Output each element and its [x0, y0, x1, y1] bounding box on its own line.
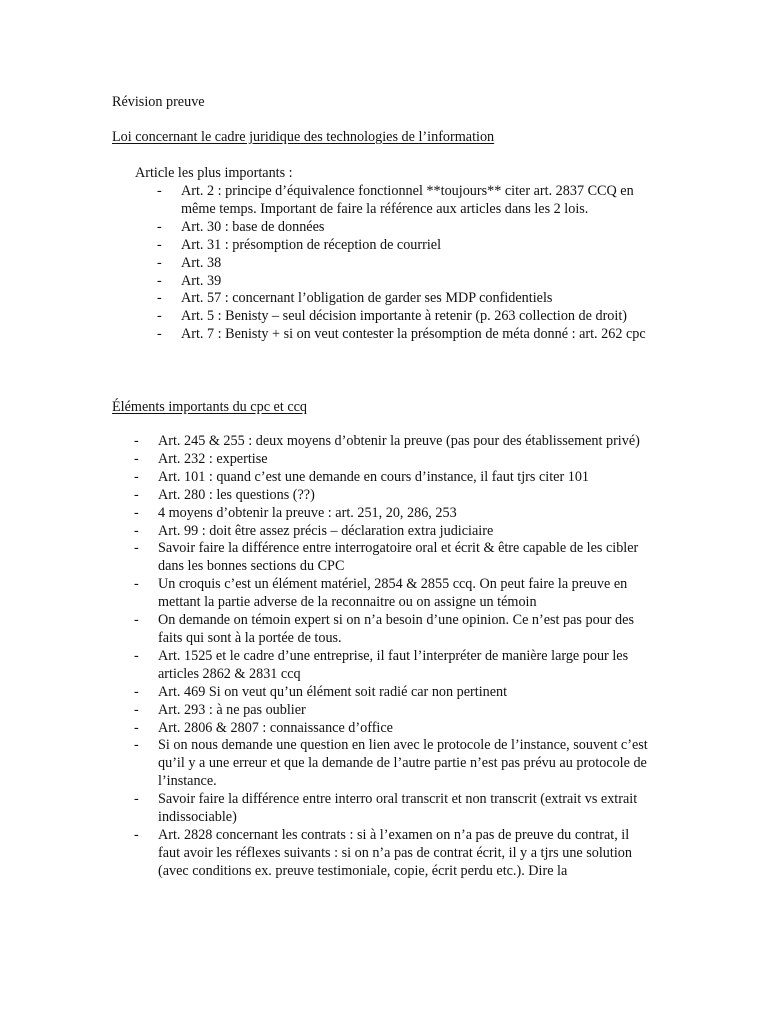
list-item [134, 468, 654, 487]
article-list [157, 183, 671, 344]
list-item [157, 290, 671, 308]
list-item-text: Si on nous demande une question en lien avec le protocole de l’instance, souvent c’est qu’il y a une erreur et que la demande de l’autre partie n’est pas prévu au protocole de l’instance. [158, 737, 648, 790]
dash-bullet: - [157, 254, 162, 271]
list-item-text: Art. 293 : à ne pas oublier [158, 701, 306, 718]
list-item-text: Art. 39 [181, 272, 222, 289]
elements-list [134, 433, 654, 881]
list-item [157, 218, 671, 237]
list-item [157, 308, 671, 326]
list-item [134, 612, 654, 648]
list-item-text: Savoir faire la différence entre interrogatoire oral et écrit & être capable de les cibler dans les bonnes sections du CPC [158, 540, 639, 575]
list-item-text: Art. 30 : base de données [181, 218, 325, 235]
list-item-text: Art. 2 : principe d’équivalence fonctionnel **toujours** citer art. 2837 CCQ en même temps. Important de faire la référence aux articles dans les 2 lois. [181, 183, 634, 217]
dash-bullet: - [134, 791, 139, 808]
dash-bullet: - [134, 486, 139, 503]
dash-bullet: - [157, 326, 162, 343]
dash-bullet: - [134, 719, 139, 736]
list-item-text: Art. 7 : Benisty + si on veut contester la présomption de méta donné : art. 262 cpc [181, 326, 646, 343]
list-item-text: Art. 280 : les questions (??) [158, 486, 315, 503]
list-item-text: Art. 99 : doit être assez précis – déclaration extra judiciaire [158, 522, 494, 539]
dash-bullet: - [157, 308, 162, 325]
list-item [134, 540, 654, 576]
list-item [134, 826, 654, 881]
dash-bullet: - [157, 290, 162, 307]
list-item [134, 719, 654, 738]
dash-bullet: - [134, 504, 139, 521]
list-item-text: Art. 57 : concernant l’obligation de garder ses MDP confidentiels [181, 290, 553, 307]
list-item-text: Art. 1525 et le cadre d’une entreprise, il faut l’interpréter de manière large pour les articles 2862 & 2831 ccq [158, 647, 629, 682]
dash-bullet: - [157, 272, 162, 289]
list-item [134, 791, 654, 827]
list-item-text: Art. 31 : présomption de réception de courriel [181, 236, 442, 253]
list-item [134, 683, 654, 702]
list-item-text: Savoir faire la différence entre interro oral transcrit et non transcrit (extrait vs extrait indissociable) [158, 791, 638, 826]
dash-bullet: - [134, 540, 139, 557]
dash-bullet: - [134, 701, 139, 718]
section-heading-elements: Éléments importants du cpc et ccq [112, 399, 308, 415]
list-item-text: Art. 232 : expertise [158, 450, 268, 467]
list-item-text: On demande on témoin expert si on n’a besoin d’une opinion. Ce n’est pas pour des faits qui sont à la portée de tous. [158, 612, 634, 646]
dash-bullet: - [134, 433, 139, 449]
document-title: Révision preuve [112, 94, 205, 110]
list-item [134, 433, 654, 451]
list-item [134, 450, 654, 469]
list-item [134, 701, 654, 720]
list-item-text: Art. 101 : quand c’est une demande en cours d’instance, il faut tjrs citer 101 [158, 468, 590, 485]
list-item-text: Art. 2828 concernant les contrats : si à l’examen on n’a pas de preuve du contrat, il faut avoir les réflexes suivants : si on n’a pas de contrat écrit, il y a tjrs une solution (avec conditions ex. preuve testimoniale, copie, écrit perdu etc.). Dire la [158, 826, 632, 879]
list-item-text: Art. 2806 & 2807 : connaissance d’office [158, 719, 393, 736]
list-item [134, 486, 654, 505]
list-item-text: Art. 469 Si on veut qu’un élément soit radié car non pertinent [158, 683, 508, 700]
dash-bullet: - [134, 826, 139, 843]
list-item [157, 236, 671, 255]
list-item [134, 504, 654, 523]
dash-bullet: - [134, 737, 139, 754]
list-item [134, 647, 654, 684]
list-item [157, 326, 671, 344]
list-item-text: 4 moyens d’obtenir la preuve : art. 251, 20, 286, 253 [158, 504, 457, 521]
list-item [134, 522, 654, 541]
list-item-text: Art. 5 : Benisty – seul décision importante à retenir (p. 263 collection de droit) [181, 308, 628, 325]
dash-bullet: - [134, 683, 139, 700]
dash-bullet: - [134, 576, 139, 593]
list-item-text: Un croquis c’est un élément matériel, 2854 & 2855 ccq. On peut faire la preuve en mettant la partie adverse de la reconnaitre ou on assigne un témoin [158, 576, 628, 611]
dash-bullet: - [134, 647, 139, 664]
section-heading-loi: Loi concernant le cadre juridique des technologies de l’information [112, 129, 495, 145]
section-intro: Article les plus importants : [135, 165, 293, 181]
list-item [134, 576, 654, 612]
dash-bullet: - [157, 218, 162, 235]
dash-bullet: - [157, 236, 162, 253]
list-item [134, 737, 654, 791]
dash-bullet: - [134, 522, 139, 539]
list-item [157, 183, 671, 219]
dash-bullet: - [157, 183, 162, 199]
list-item-text: Art. 245 & 255 : deux moyens d’obtenir la preuve (pas pour des établissement privé) [158, 433, 640, 449]
list-item [157, 254, 671, 273]
dash-bullet: - [134, 468, 139, 485]
list-item [157, 272, 671, 291]
dash-bullet: - [134, 612, 139, 629]
dash-bullet: - [134, 450, 139, 467]
list-item-text: Art. 38 [181, 254, 222, 271]
